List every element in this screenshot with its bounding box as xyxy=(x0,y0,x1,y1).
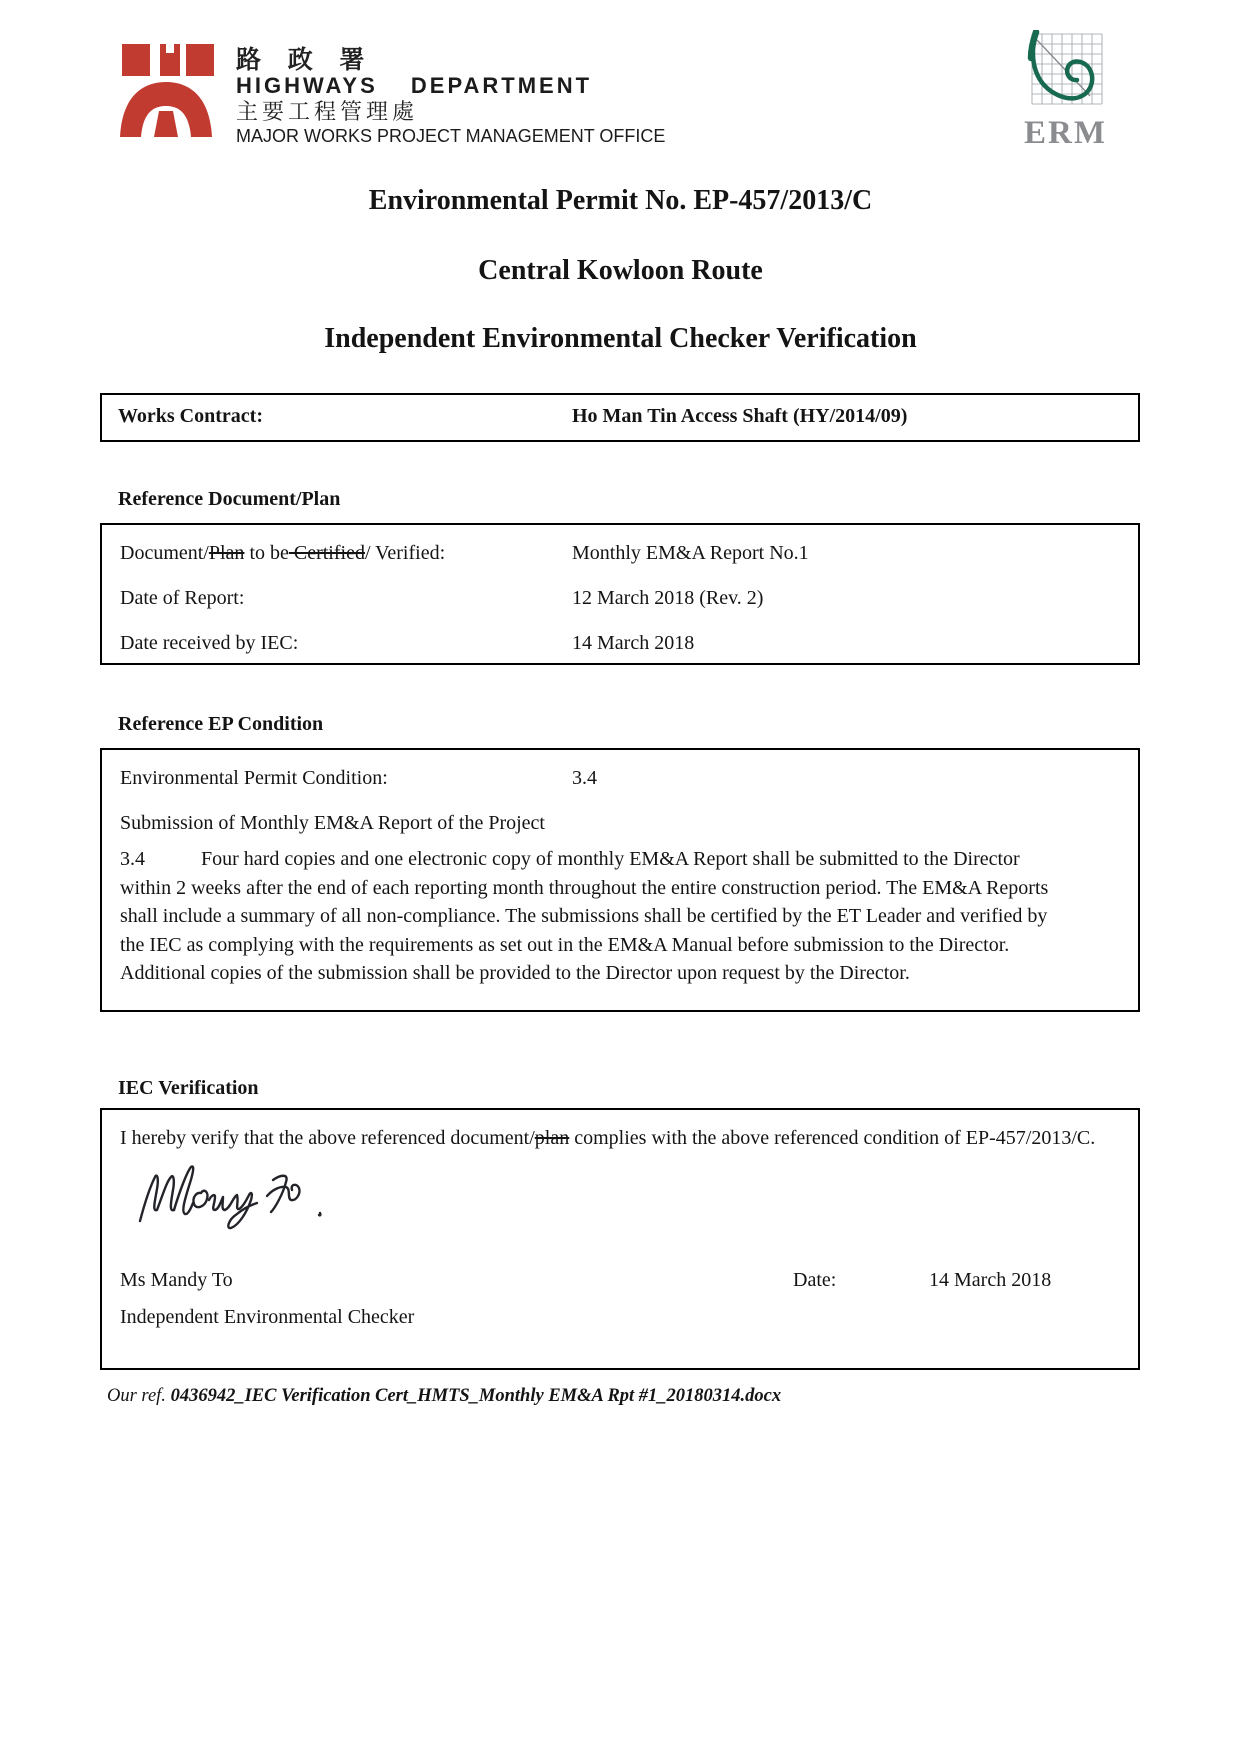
office-name-chinese: 主要工程管理處 xyxy=(236,100,419,125)
signer-name: Ms Mandy To xyxy=(120,1269,233,1291)
works-contract-box xyxy=(100,393,1140,442)
struck-word-plan-statement: plan xyxy=(534,1127,570,1149)
document-type-title: Independent Environmental Checker Verification xyxy=(324,323,917,354)
department-name-block xyxy=(236,46,665,146)
permit-condition-value: 3.4 xyxy=(572,767,597,789)
department-name-english: HIGHWAYS DEPARTMENT xyxy=(236,73,593,98)
erm-logo-icon xyxy=(1024,30,1108,108)
verification-statement: I hereby verify that the above referenced document/plan complies with the above referenced condition of EP-457/2013/C. xyxy=(120,1127,1096,1149)
date-of-report-label: Date of Report: xyxy=(120,587,245,609)
date-value: 14 March 2018 xyxy=(929,1269,1052,1291)
project-title: Central Kowloon Route xyxy=(478,255,763,286)
document-to-be-verified-label: Document/Plan to be Certified/ Verified: xyxy=(120,542,446,564)
permit-number-title: Environmental Permit No. EP-457/2013/C xyxy=(368,185,873,216)
document-to-be-verified-row xyxy=(120,539,1120,567)
struck-word-certified: Certified xyxy=(288,542,365,564)
signature-icon xyxy=(134,1159,364,1237)
date-received-value: 14 March 2018 xyxy=(572,632,695,654)
reference-document-box xyxy=(100,523,1140,665)
ep-condition-box xyxy=(100,748,1140,1012)
struck-word-plan: Plan xyxy=(208,542,245,564)
our-ref-value: 0436942_IEC Verification Cert_HMTS_Monthly EM&A Rpt #1_20180314.docx xyxy=(170,1386,782,1406)
reference-document-heading: Reference Document/Plan xyxy=(118,488,341,510)
clause-number: 3.4 xyxy=(120,848,145,870)
date-received-label: Date received by IEC: xyxy=(120,632,299,654)
date-of-report-value: 12 March 2018 (Rev. 2) xyxy=(572,587,764,609)
our-ref-label: Our ref. xyxy=(107,1386,166,1406)
works-contract-label: Works Contract: xyxy=(118,405,263,427)
office-name-english: MAJOR WORKS PROJECT MANAGEMENT OFFICE xyxy=(236,126,666,146)
our-ref-line xyxy=(107,1384,781,1408)
date-received-row xyxy=(120,629,1120,657)
permit-condition-row xyxy=(120,764,1120,792)
date-label: Date: xyxy=(793,1269,837,1291)
permit-condition-label: Environmental Permit Condition: xyxy=(120,767,388,789)
erm-logo xyxy=(1024,30,1114,150)
erm-logo-text: ERM xyxy=(1024,115,1107,151)
highways-department-logo-icon xyxy=(114,40,214,140)
ep-condition-heading: Reference EP Condition xyxy=(118,713,324,735)
condition-subject: Submission of Monthly EM&A Report of the Project xyxy=(120,812,545,834)
document-to-be-verified-value: Monthly EM&A Report No.1 xyxy=(572,542,809,564)
date-of-report-row xyxy=(120,584,1120,612)
signer-title: Independent Environmental Checker xyxy=(120,1306,415,1328)
condition-clause xyxy=(120,845,1120,988)
works-contract-value: Ho Man Tin Access Shaft (HY/2014/09) xyxy=(572,405,908,427)
iec-verification-box xyxy=(100,1108,1140,1370)
signer-row xyxy=(120,1265,1120,1295)
iec-verification-heading: IEC Verification xyxy=(118,1077,259,1099)
clause-text: Four hard copies and one electronic copy of monthly EM&A Report shall be submitted to the Director within 2 weeks after the end of each reporting month throughout the entire construction period. The EM&A Reports shall include a summary of all non-compliance. The submissions shall be certified by the ET Leader and verified by the IEC as complying with the requirements as set out in the EM&A Manual before submission to the Director. Additional copies of the submission shall be provided to the Director upon request by the Director. xyxy=(120,848,1049,984)
department-name-chinese: 路 政 署 xyxy=(236,45,374,74)
